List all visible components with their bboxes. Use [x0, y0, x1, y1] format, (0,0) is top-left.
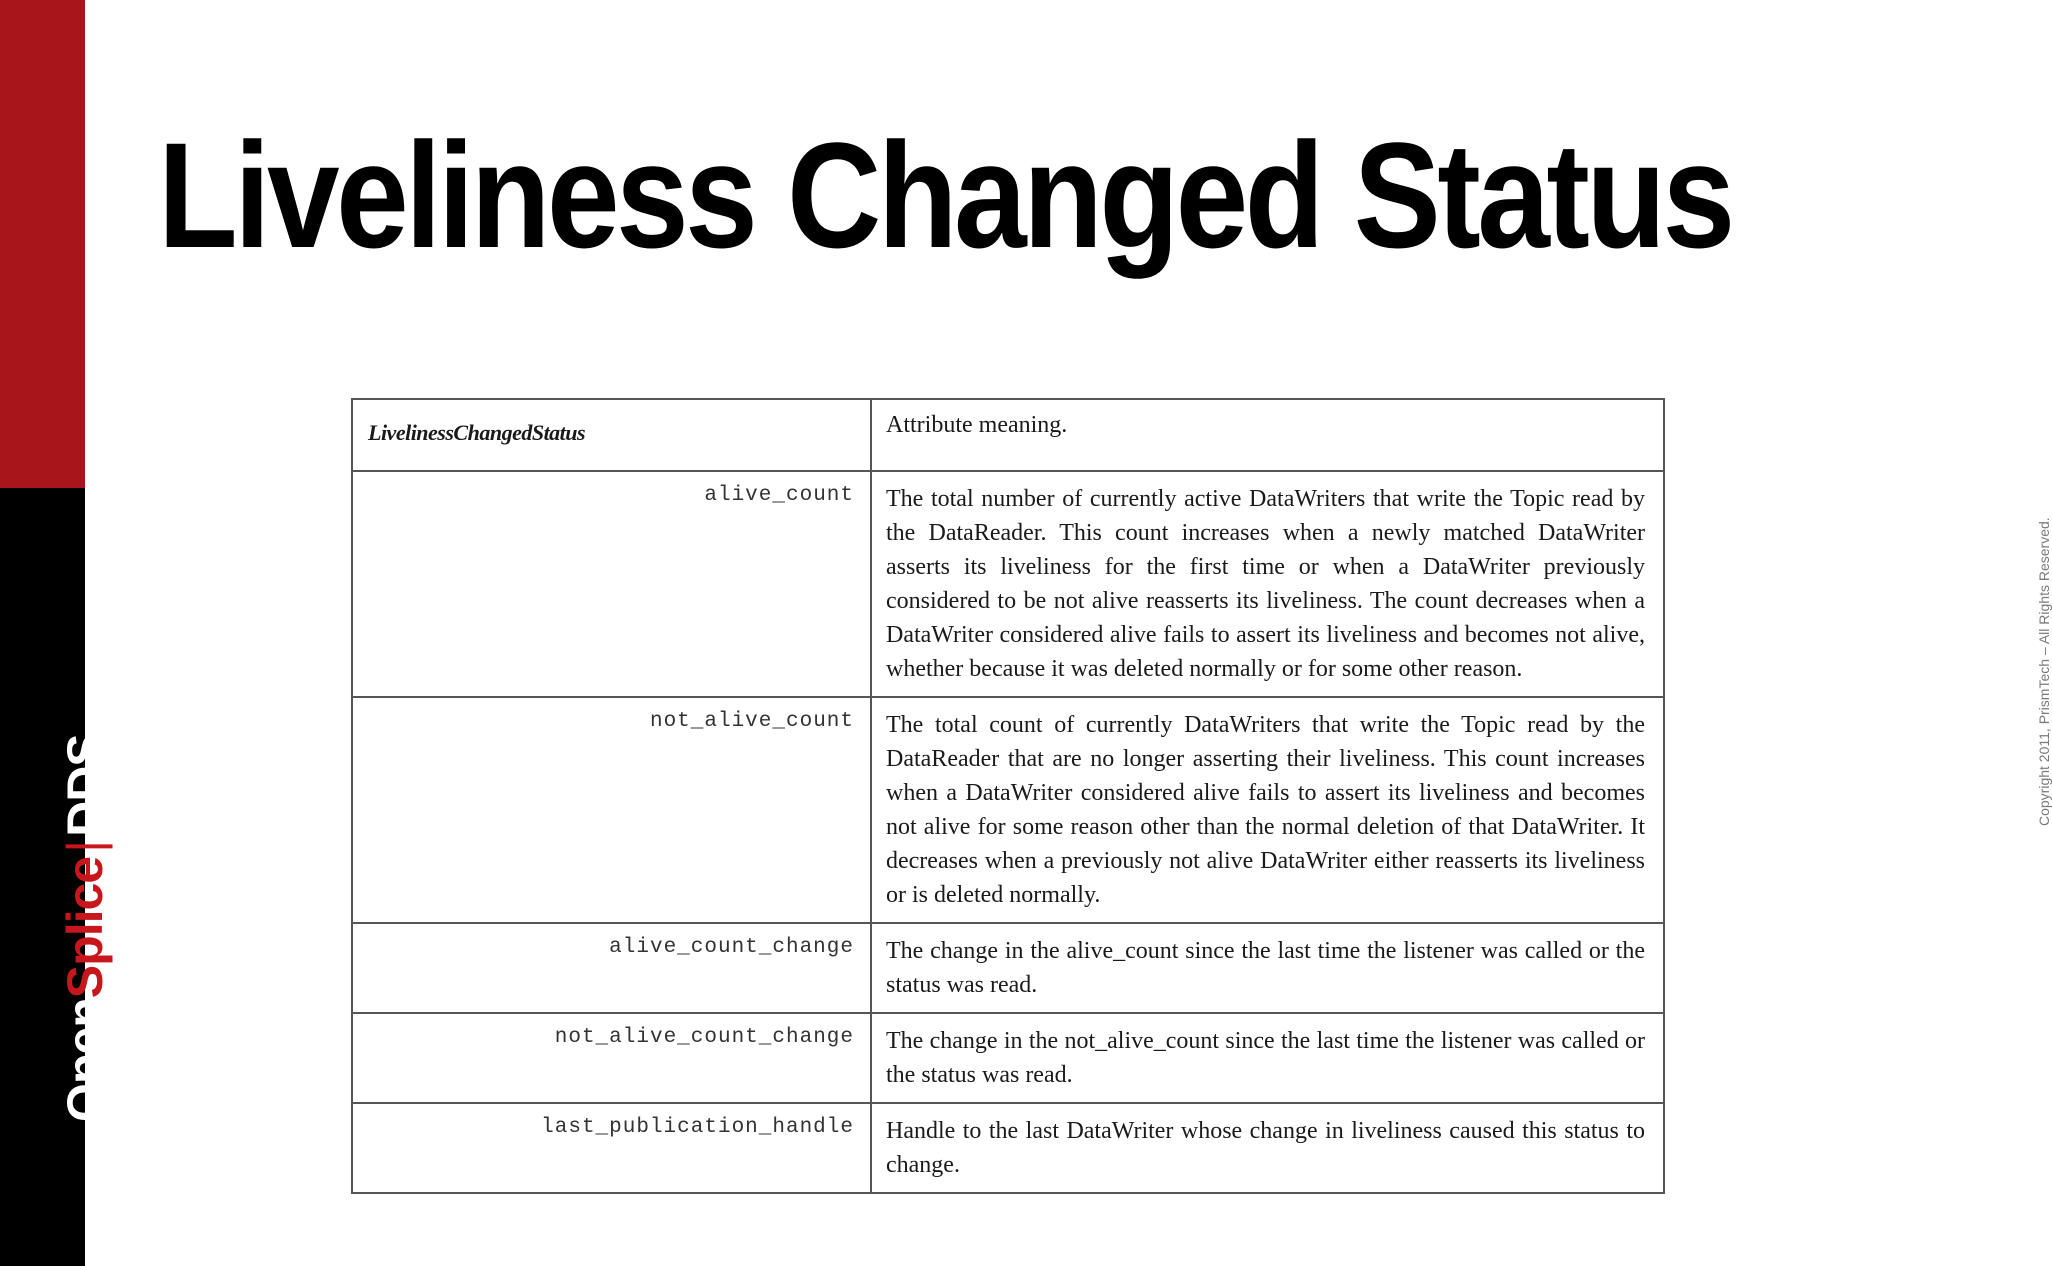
attribute-name: alive_count_change [352, 923, 871, 1013]
slide-title: Liveliness Changed Status [158, 111, 1732, 279]
table-header-row [352, 399, 1664, 471]
brand-logo [57, 734, 113, 1122]
attribute-name: not_alive_count_change [352, 1013, 871, 1103]
sidebar-red-band [0, 0, 85, 488]
attribute-meaning: Handle to the last DataWriter whose change in liveliness caused this status to change. [871, 1103, 1664, 1193]
brand-open: Open [57, 998, 113, 1122]
status-table [351, 398, 1665, 1194]
attribute-name: last_publication_handle [352, 1103, 871, 1193]
copyright-notice: Copyright 2011, PrismTech – All Rights Reserved. [2036, 517, 2052, 826]
table-row [352, 1013, 1664, 1103]
attribute-meaning: The total count of currently DataWriters that write the Topic read by the DataReader that are no longer asserting their liveliness. This count increases when a DataWriter considered alive fails to assert its liveliness and becomes not alive for some reason other than the normal deletion of that DataWriter. It decreases when a previously not alive DataWriter either reasserts its liveliness or is deleted normally. [871, 697, 1664, 923]
table-row [352, 471, 1664, 697]
attribute-name: not_alive_count [352, 697, 871, 923]
header-meaning-cell: Attribute meaning. [871, 399, 1664, 471]
attribute-meaning: The total number of currently active DataWriters that write the Topic read by the DataReader. This count increases when a newly matched DataWriter asserts its liveliness for the first time or when a DataWriter previously considered to be not alive reasserts its liveliness. The count decreases when a DataWriter considered alive fails to assert its liveliness and becomes not alive, whether because it was deleted normally or for some other reason. [871, 471, 1664, 697]
header-name-cell: LivelinessChangedStatus [352, 399, 871, 471]
attribute-meaning: The change in the alive_count since the last time the listener was called or the status was read. [871, 923, 1664, 1013]
brand-product: DDS [57, 734, 113, 837]
table-row [352, 697, 1664, 923]
attribute-name: alive_count [352, 471, 871, 697]
table-row [352, 923, 1664, 1013]
attribute-meaning: The change in the not_alive_count since the last time the listener was called or the status was read. [871, 1013, 1664, 1103]
brand-separator: | [57, 840, 113, 853]
table-row [352, 1103, 1664, 1193]
brand-splice: Splice [57, 856, 113, 999]
sidebar [0, 0, 113, 1266]
